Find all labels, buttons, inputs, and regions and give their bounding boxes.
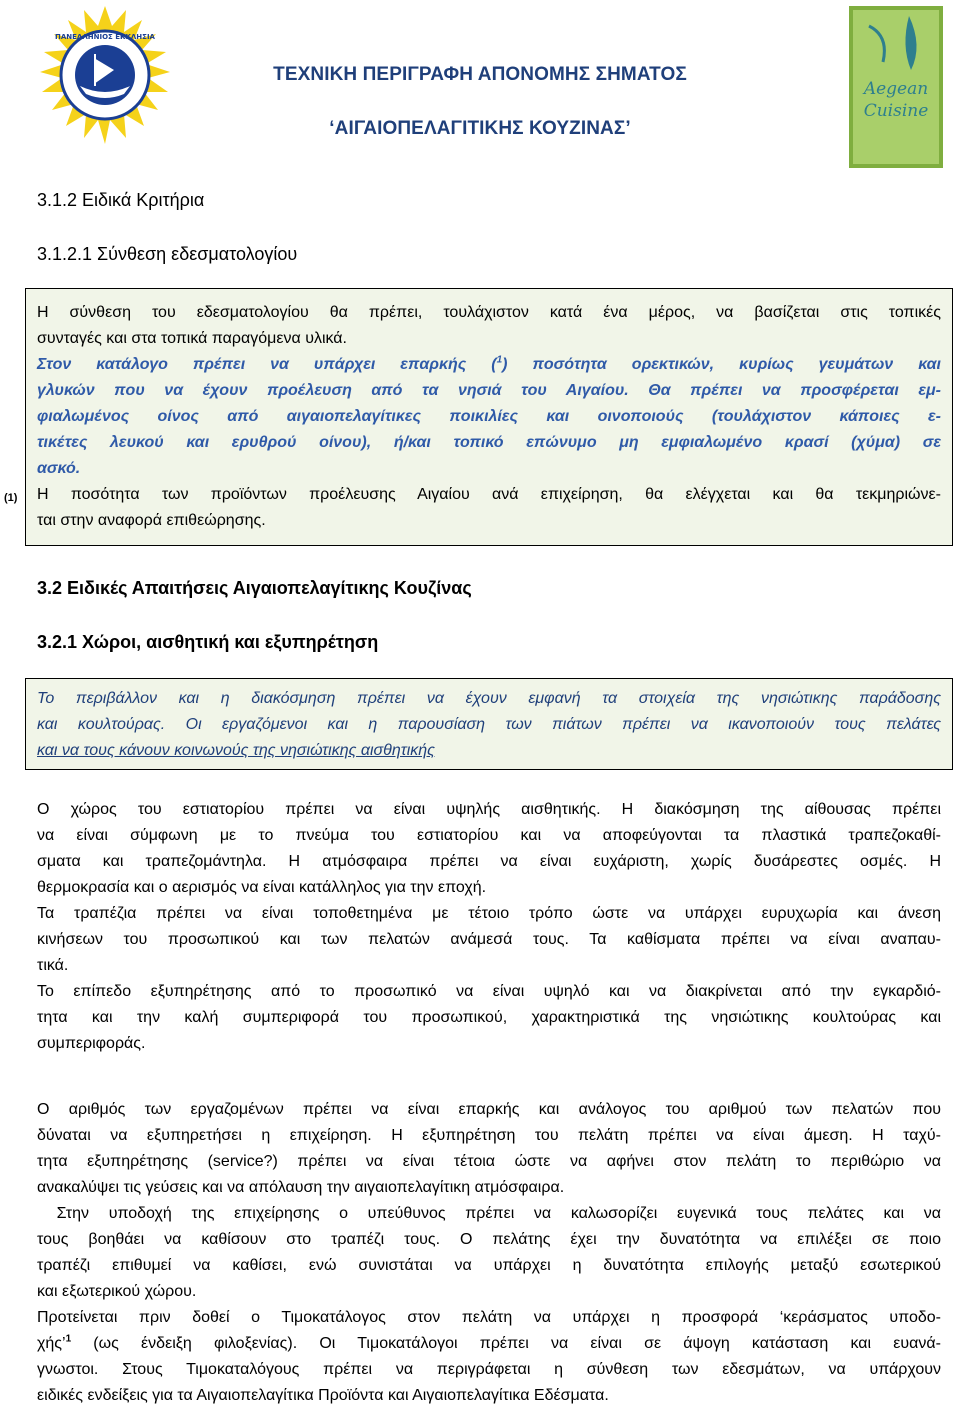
heading-3-2-1: 3.2.1 Χώροι, αισθητική και εξυπηρέτηση [37, 632, 379, 652]
document-title-line2: ‘ΑΙΓΑΙΟΠΕΛΑΓΙΤΙΚΗΣ ΚΟΥΖΙΝΑΣ’ [329, 118, 631, 139]
text-line: και εξωτερικού χώρου. [37, 1283, 197, 1300]
text-line: συμπεριφοράς. [37, 1035, 146, 1052]
text-line-emphasis: τικέτες λευκού και ερυθρού οίνου), ή/και τοπικό επώνυμο μη εμφιαλωμένο κρασί (χύμα) σε [37, 434, 941, 451]
text-line: τραπέζι επιθυμεί να καθίσει, ενώ συνιστάται να υπάρχει η δυνατότητα επιλογής μεταξύ εσωτερικού [37, 1257, 941, 1274]
text-line: γνωστοι. Στους Τιμοκαταλόγους πρέπει να περιγράφεται η σύνθεση των εδεσμάτων, να υπάρχουν [37, 1361, 941, 1378]
text-line-emphasis: Το περιβάλλον και η διακόσμηση πρέπει να έχουν εμφανή τα στοιχεία της νησιώτικης παράδοσης [37, 690, 941, 707]
text-line: Στην υποδοχή της επιχείρησης ο υπεύθυνος πρέπει να καλωσορίζει ευγενικά τους πελάτες και να [37, 1205, 941, 1222]
text-line-emphasis: ασκό. [37, 460, 81, 477]
text-line: θερμοκρασία και ο αερισμός να είναι κατάλληλος για την εποχή. [37, 879, 487, 896]
text-line: τικά. [37, 957, 69, 974]
text-line: ειδικές ενδείξεις για τα Αιγαιοπελαγίτικα Προϊόντα και Αιγαιοπελαγίτικα Εδέσματα. [37, 1387, 609, 1404]
text-line: Η ποσότητα των προϊόντων προέλευσης Αιγαίου ανά επιχείρηση, θα ελέγχεται και θα τεκμηριώνε- [37, 486, 941, 503]
text-line: Ο αριθμός των εργαζομένων πρέπει να είναι επαρκής και ανάλογος του αριθμού των πελατών που [37, 1101, 941, 1118]
text-line: Ο χώρος του εστιατορίου πρέπει να είναι υψηλής αισθητικής. Η διακόσμηση της αίθουσας πρέπει [37, 801, 941, 818]
text-line-emphasis: και να τους κάνουν κοινωνούς της νησιώτικης αισθητικής [37, 742, 435, 759]
ambience-text [37, 686, 941, 764]
text-line: συνταγές και στα τοπικά παραγόμενα υλικά. [37, 330, 347, 347]
text-line: ανακαλύψει τις γεύσεις και να απόλαυση την αιγαιοπελαγίτικη ατμόσφαιρα. [37, 1179, 565, 1196]
aegean-cuisine-logo [849, 6, 943, 168]
text-line-emphasis: και κουλτούρας. Οι εργαζόμενοι και η παρουσίαση των πιάτων πρέπει να ικανοποιούν τους πελάτες [37, 716, 941, 733]
heading-3-1-2: 3.1.2 Ειδικά Κριτήρια [37, 190, 205, 210]
logo-word-aegean: Aegean [863, 79, 929, 99]
text-line-emphasis: γλυκών που να έχουν προέλευση από τα νησιά του Αιγαίου. Θα πρέπει να προσφέρεται εμ- [37, 382, 942, 399]
document-title-line1: ΤΕΧΝΙΚΗ ΠΕΡΙΓΡΑΦΗ ΑΠΟΝΟΜΗΣ ΣΗΜΑΤΟΣ [273, 64, 687, 85]
space-aesthetics-paragraph [37, 797, 941, 1057]
heading-3-1-2-1: 3.1.2.1 Σύνθεση εδεσματολογίου [37, 244, 298, 264]
text-line: τητα εξυπηρέτησης (service?) πρέπει να είναι τέτοια ώστε να αφήνει στον πελάτη το περιθώριο να [37, 1153, 941, 1170]
text-line: ται στην αναφορά επιθεώρησης. [37, 512, 266, 529]
text-line: σματα και τραπεζομάντηλα. Η ατμόσφαιρα πρέπει να είναι ευχάριστη, χωρίς δυσάρεστες οσμές. Η [37, 853, 941, 870]
text-line: Προτείνεται πριν δοθεί ο Τιμοκατάλογος στον πελάτη να υπάρχει η προσφορά ‘κεράσματος υποδο- [37, 1309, 941, 1326]
text-line-emphasis: φιαλωμένος οίνος από αιγαιοπελαγίτικες ποικιλίες και οινοποιούς (τουλάχιστον κάποιες ε- [37, 408, 941, 425]
text-line: Η σύνθεση του εδεσματολογίου θα πρέπει, τουλάχιστον κατά ένα μέρος, να βασίζεται στις τοπικές [37, 304, 941, 321]
footnote-marker: (1) [4, 492, 18, 504]
menu-composition-text [37, 300, 941, 534]
text-line: κινήσεων του προσωπικού και των πελατών ανάμεσά τους. Τα καθίσματα πρέπει να είναι αναπαυ- [37, 931, 941, 948]
text-line: να είναι σύμφωνη με το πνεύμα του εστιατορίου και να αποφεύγονται τα πλαστικά τραπεζοκαθί- [37, 827, 941, 844]
text-line-emphasis: Στον κατάλογο πρέπει να υπάρχει επαρκής ($^1$) ποσότητα ορεκτικών, κυρίως γευμάτων και [37, 354, 942, 373]
text-line: τους βοηθάει να καθίσουν στο τραπέζι τους. Ο πελάτης έχει την δυνατότητα να επιλέξει σε ποιο [37, 1231, 941, 1248]
left-logo-emblem [36, 6, 174, 144]
left-logo-text: ΠΑΝΕΛΛΗΝΙΟΣ ΕΚΚΛΗΣΙΑ [55, 33, 155, 41]
text-line: χής’$^1$ (ως ένδειξη φιλοξενίας). Οι Τιμοκατάλογοι πρέπει να είναι σε άψογη κατάσταση και ευανά- [37, 1333, 941, 1352]
text-line: τητα και την καλή συμπεριφορά του προσωπικού, χαρακτηριστικά της νησιώτικης κουλτούρας και [37, 1009, 941, 1026]
heading-3-2: 3.2 Ειδικές Απαιτήσεις Αιγαιοπελαγίτικης Κουζίνας [37, 578, 472, 598]
service-paragraph [37, 1097, 941, 1409]
text-line: Τα τραπέζια πρέπει να είναι τοποθετημένα με τέτοιο τρόπο ώστε να υπάρχει ευρυχωρία και άνεση [37, 905, 941, 922]
logo-word-cuisine: Cuisine [863, 101, 929, 121]
text-line: δύναται να εξυπηρετήσει η επιχείρηση. Η εξυπηρέτηση του πελάτη πρέπει να είναι άμεση. Η ταχύ- [37, 1127, 941, 1144]
text-line: Το επίπεδο εξυπηρέτησης από το προσωπικό να είναι υψηλό και να διακρίνεται από την εγκαρδιό- [37, 983, 941, 1000]
